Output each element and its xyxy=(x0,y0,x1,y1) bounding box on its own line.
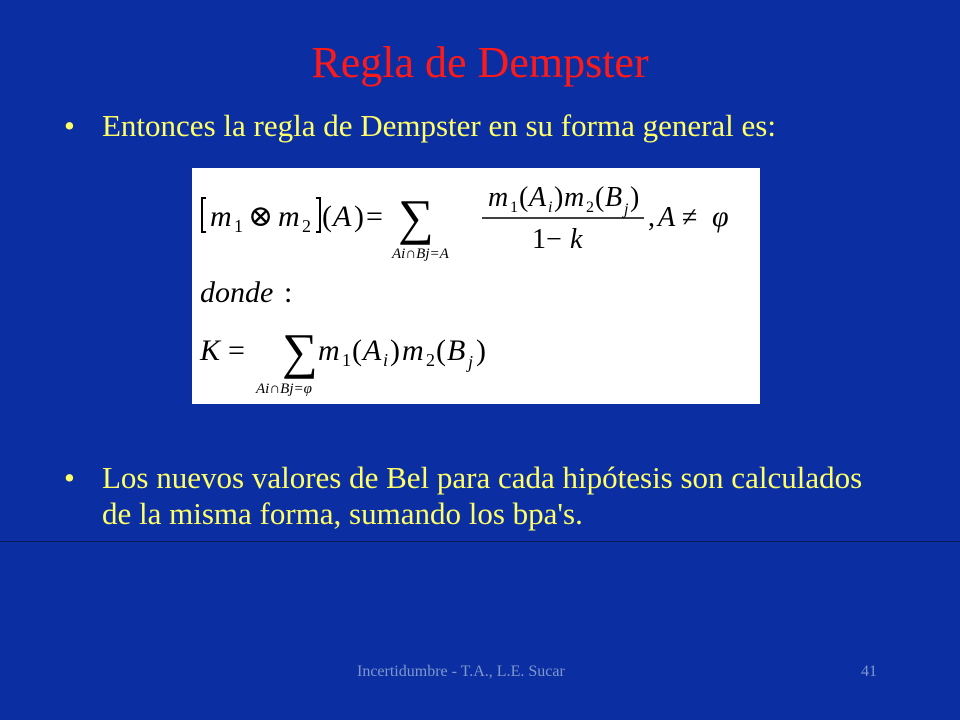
bullet-item-2 xyxy=(64,460,884,540)
footer-divider xyxy=(0,541,960,542)
svg-text:): ) xyxy=(390,334,400,367)
dempster-rule-formula xyxy=(192,168,760,404)
svg-text:⊗: ⊗ xyxy=(248,200,274,233)
slide-title: Regla de Dempster xyxy=(311,38,649,87)
svg-text:A: A xyxy=(363,334,382,367)
svg-text:): ) xyxy=(554,182,564,213)
svg-text:(: ( xyxy=(519,182,529,213)
svg-text:Ai∩Bj=φ: Ai∩Bj=φ xyxy=(256,381,312,397)
svg-text:≠: ≠ xyxy=(682,202,698,233)
svg-text:i: i xyxy=(548,199,553,216)
svg-text:m: m xyxy=(564,182,585,213)
svg-text:B: B xyxy=(447,334,466,367)
svg-text:(: ( xyxy=(436,334,446,367)
svg-text:m: m xyxy=(402,334,424,367)
svg-text:=: = xyxy=(366,200,383,233)
svg-text:=: = xyxy=(228,334,245,367)
bullet-text: Entonces la regla de Dempster en su forma general es: xyxy=(102,108,776,143)
svg-text:1: 1 xyxy=(234,216,243,236)
svg-text:2: 2 xyxy=(302,216,311,236)
svg-text:m: m xyxy=(278,200,300,233)
svg-text:∑: ∑ xyxy=(282,323,318,379)
bullet-marker: • xyxy=(64,460,75,495)
svg-text:donde: donde xyxy=(200,276,274,309)
svg-text::: : xyxy=(284,276,293,309)
svg-text:Ai∩Bj=A: Ai∩Bj=A xyxy=(392,246,449,262)
svg-text:): ) xyxy=(354,200,364,233)
svg-text:j: j xyxy=(624,201,629,218)
formula-image xyxy=(192,168,760,404)
svg-text:): ) xyxy=(630,182,640,213)
svg-text:2: 2 xyxy=(426,350,435,370)
svg-text:B: B xyxy=(605,182,623,213)
svg-text:K: K xyxy=(200,334,221,367)
svg-text:2: 2 xyxy=(586,199,594,216)
bullet-marker: • xyxy=(64,108,75,143)
svg-text:,: , xyxy=(648,202,655,233)
bullet-text: Los nuevos valores de Bel para cada hipótesis son calculados de la misma forma, sumando los bpa's. xyxy=(102,460,863,531)
footer-text: Incertidumbre - T.A., L.E. Sucar xyxy=(357,663,565,680)
svg-text:1−: 1− xyxy=(532,224,562,255)
svg-text:(: ( xyxy=(595,182,605,213)
svg-text:): ) xyxy=(476,334,486,367)
svg-text:A: A xyxy=(333,200,352,233)
svg-text:1: 1 xyxy=(510,199,518,216)
svg-text:(: ( xyxy=(352,334,362,367)
svg-text:∑: ∑ xyxy=(398,189,434,245)
svg-text:i: i xyxy=(383,350,389,370)
svg-text:m: m xyxy=(210,200,232,233)
svg-text:m: m xyxy=(318,334,340,367)
page-number: 41 xyxy=(861,663,877,680)
svg-text:(: ( xyxy=(322,200,332,233)
svg-text:j: j xyxy=(468,352,474,372)
svg-text:m: m xyxy=(488,182,509,213)
svg-text:φ: φ xyxy=(712,200,729,233)
svg-text:1: 1 xyxy=(342,350,351,370)
svg-text:k: k xyxy=(570,224,583,255)
svg-text:A: A xyxy=(658,202,676,233)
svg-text:A: A xyxy=(529,182,547,213)
